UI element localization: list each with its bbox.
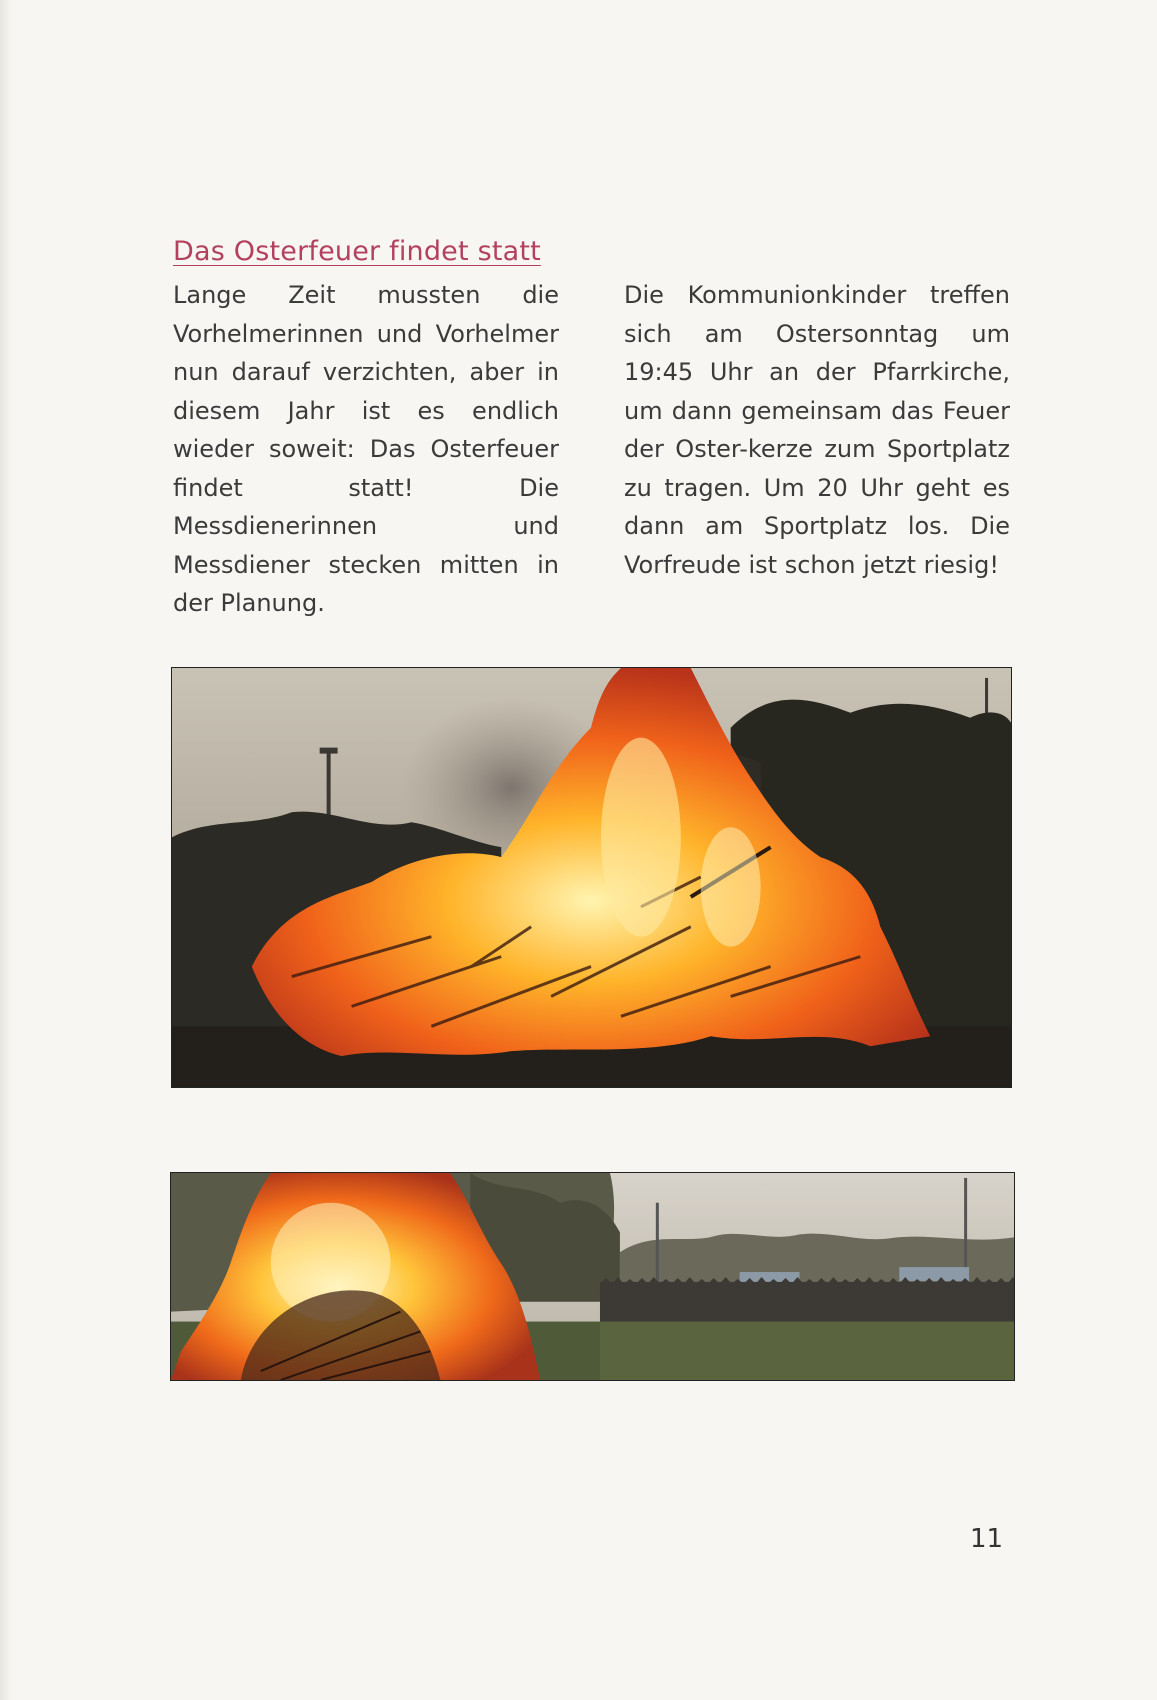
bonfire-crowd-photo [170,1172,1015,1381]
page-number: 11 [970,1524,1004,1554]
bonfire-image [172,668,1011,1087]
page-edge [0,0,12,1700]
bonfire-photo-large [171,667,1012,1088]
article-text-left-column: Lange Zeit mussten die Vorhelmerinnen und Vorhelmer nun darauf verzichten, aber in diesem Jahr ist es endlich wieder soweit: Das Osterfeuer findet statt! Die Messdienerinnen und Messdiener stecken mitten in der Planung. [173,281,559,617]
article-text-right-column: Die Kommunionkinder treffen sich am Ostersonntag um 19:45 Uhr an der Pfarrkirche, um dann gemeinsam das Feuer der Oster-kerze zum Sportplatz zu tragen. Um 20 Uhr geht es dann am Sportplatz los. Die Vorfreude ist schon jetzt riesig! [624,281,1010,579]
article-heading: Das Osterfeuer findet statt [173,236,541,267]
bonfire-crowd-image [171,1173,1014,1380]
